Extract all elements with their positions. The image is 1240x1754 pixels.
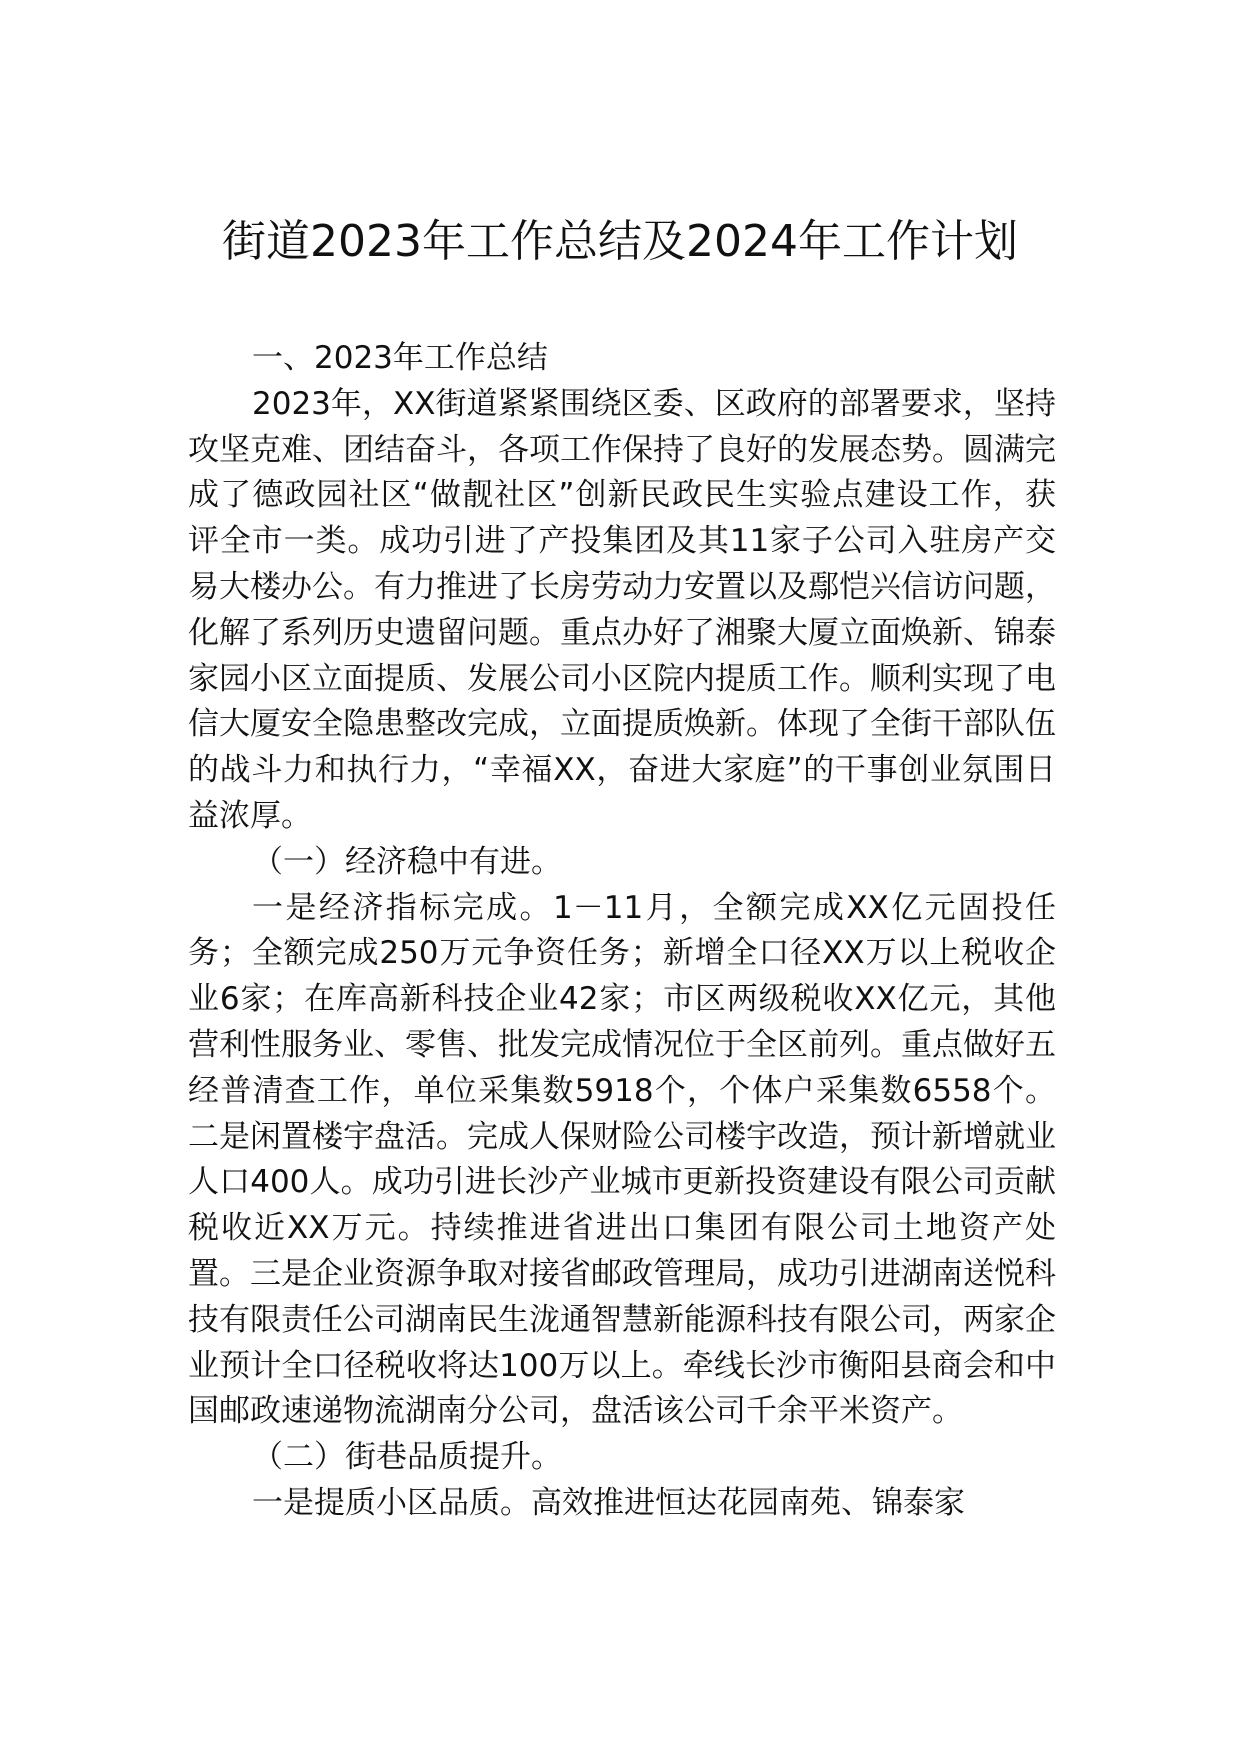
intro-paragraph: 2023年，XX街道紧紧围绕区委、区政府的部署要求，坚持攻坚克难、团结奋斗，各项工作保持了良好的发展态势。圆满完成了德政园社区“做靓社区”创新民政民生实验点建设工作，获评全市一类。成功引进了产投集团及其11家子公司入驻房产交易大楼办公。有力推进了长房劳动力安置以及鄢恺兴信访问题，化解了系列历史遗留问题。重点办好了湘聚大厦立面焕新、锦泰家园小区立面提质、发展公司小区院内提质工作。顺利实现了电信大厦安全隐患整改完成，立面提质焕新。体现了全街干部队伍的战斗力和执行力，“幸福XX，奋进大家庭”的干事创业氛围日益浓厚。: [188, 385, 1056, 834]
subsection-heading-street-quality: （二）街巷品质提升。: [252, 1439, 562, 1476]
street-quality-paragraph: 一是提质小区品质。高效推进恒达花园南苑、锦泰家: [252, 1484, 965, 1521]
economy-paragraph: 一是经济指标完成。1－11月，全额完成XX亿元固投任务；全额完成250万元争资任务；新增全口径XX万以上税收企业6家；在库高新科技企业42家；市区两级税收XX亿元，其他营利性服务业、零售、批发完成情况位于全区前列。重点做好五经普清查工作，单位采集数5918个，个体户采集数6558个。二是闲置楼宇盘活。完成人保财险公司楼宇改造，预计新增就业人口400人。成功引进长沙产业城市更新投资建设有限公司贡献税收近XX万元。持续推进省进出口集团有限公司土地资产处置。三是企业资源争取对接省邮政管理局，成功引进湖南送悦科技有限责任公司湖南民生泷通智慧新能源科技有限公司，两家企业预计全口径税收将达100万以上。牵线长沙市衡阳县商会和中国邮政速递物流湖南分公司，盘活该公司千余平米资产。: [188, 889, 1056, 1430]
document-title: 街道2023年工作总结及2024年工作计划: [222, 216, 1018, 267]
section-heading-work-summary: 一、2023年工作总结: [252, 340, 548, 376]
subsection-heading-economy: （一）经济稳中有进。: [252, 843, 562, 880]
document-body: [188, 336, 1056, 1527]
